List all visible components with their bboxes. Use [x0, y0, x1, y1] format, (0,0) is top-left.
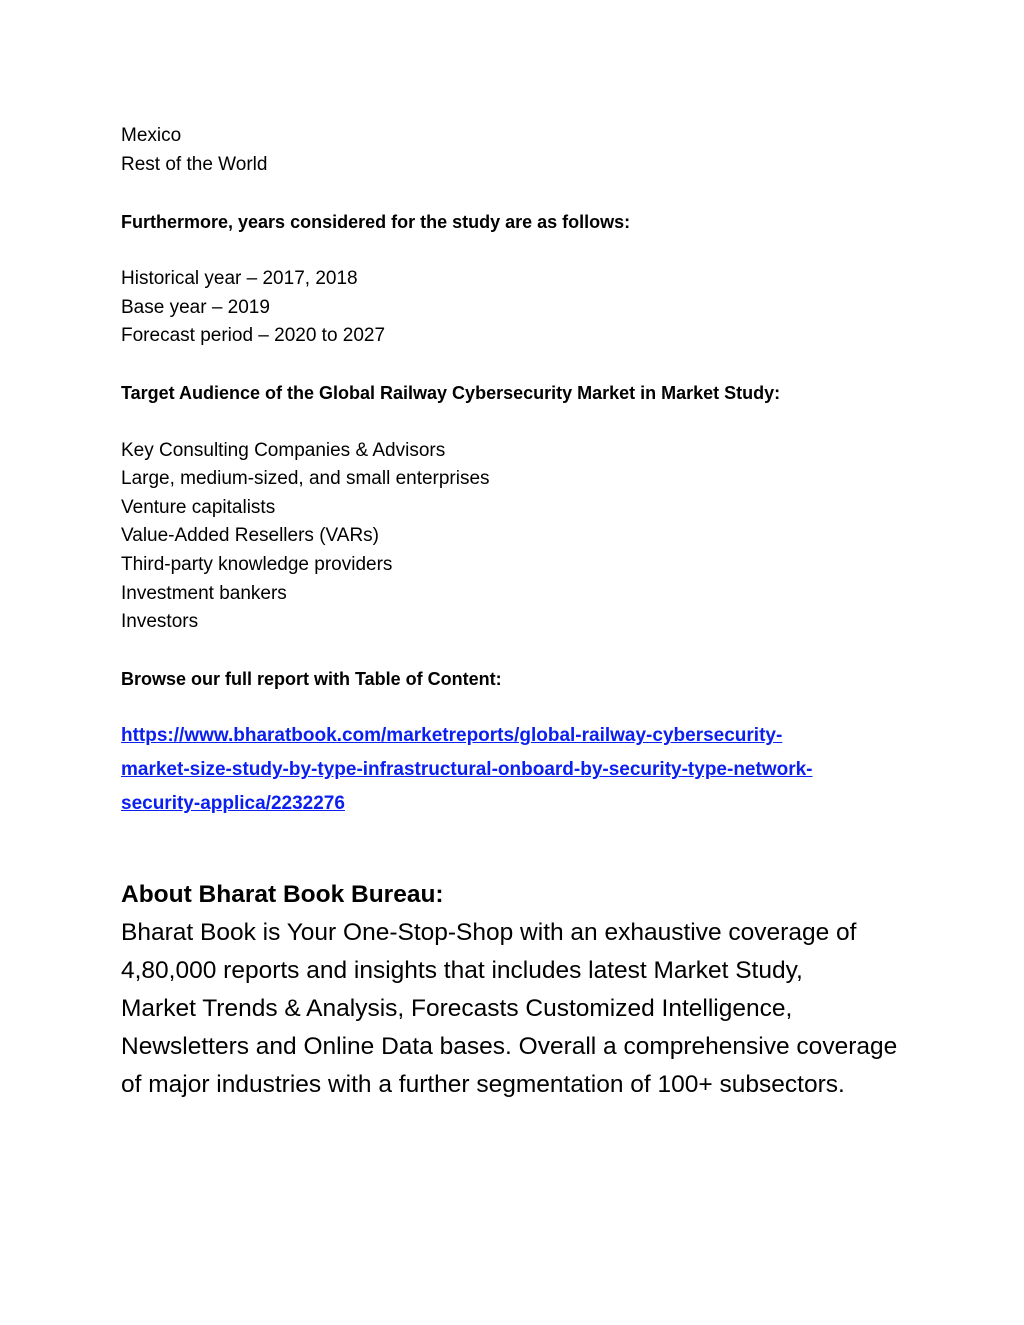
- year-item: Forecast period – 2020 to 2027: [121, 325, 386, 347]
- audience-item: Key Consulting Companies & Advisors: [121, 439, 446, 461]
- about-line: Bharat Book is Your One-Stop-Shop with an exhaustive coverage of: [121, 919, 857, 947]
- years-heading: Furthermore, years considered for the study are as follows:: [121, 211, 631, 232]
- about-line: of major industries with a further segmentation of 100+ subsectors.: [121, 1071, 845, 1099]
- report-link-line[interactable]: security-applica/2232276: [121, 793, 345, 815]
- about-line: Market Trends & Analysis, Forecasts Customized Intelligence,: [121, 995, 793, 1023]
- audience-item: Large, medium-sized, and small enterprises: [121, 468, 490, 490]
- about-line: 4,80,000 reports and insights that includes latest Market Study,: [121, 957, 803, 985]
- about-section: [121, 876, 911, 1104]
- about-line: Newsletters and Online Data bases. Overall a comprehensive coverage: [121, 1033, 898, 1061]
- region-item: Rest of the World: [121, 153, 268, 175]
- year-item: Base year – 2019: [121, 296, 270, 318]
- audience-item: Value-Added Resellers (VARs): [121, 525, 380, 547]
- report-link-line[interactable]: https://www.bharatbook.com/marketreports/global-railway-cybersecurity-: [121, 725, 783, 747]
- document-page: [121, 122, 911, 1104]
- audience-heading: Target Audience of the Global Railway Cybersecurity Market in Market Study:: [121, 383, 781, 404]
- audience-item: Venture capitalists: [121, 496, 276, 518]
- report-link[interactable]: [121, 719, 911, 821]
- audience-item: Investment bankers: [121, 582, 287, 604]
- region-list: [121, 122, 911, 179]
- year-item: Historical year – 2017, 2018: [121, 267, 358, 289]
- audience-item: Investors: [121, 611, 199, 633]
- audience-item: Third-party knowledge providers: [121, 553, 393, 575]
- browse-heading: Browse our full report with Table of Content:: [121, 669, 502, 690]
- years-list: [121, 265, 911, 351]
- audience-list: [121, 437, 911, 637]
- region-item: Mexico: [121, 125, 182, 146]
- about-title: About Bharat Book Bureau:: [121, 881, 444, 909]
- report-link-line[interactable]: market-size-study-by-type-infrastructural-onboard-by-security-type-network-: [121, 759, 813, 781]
